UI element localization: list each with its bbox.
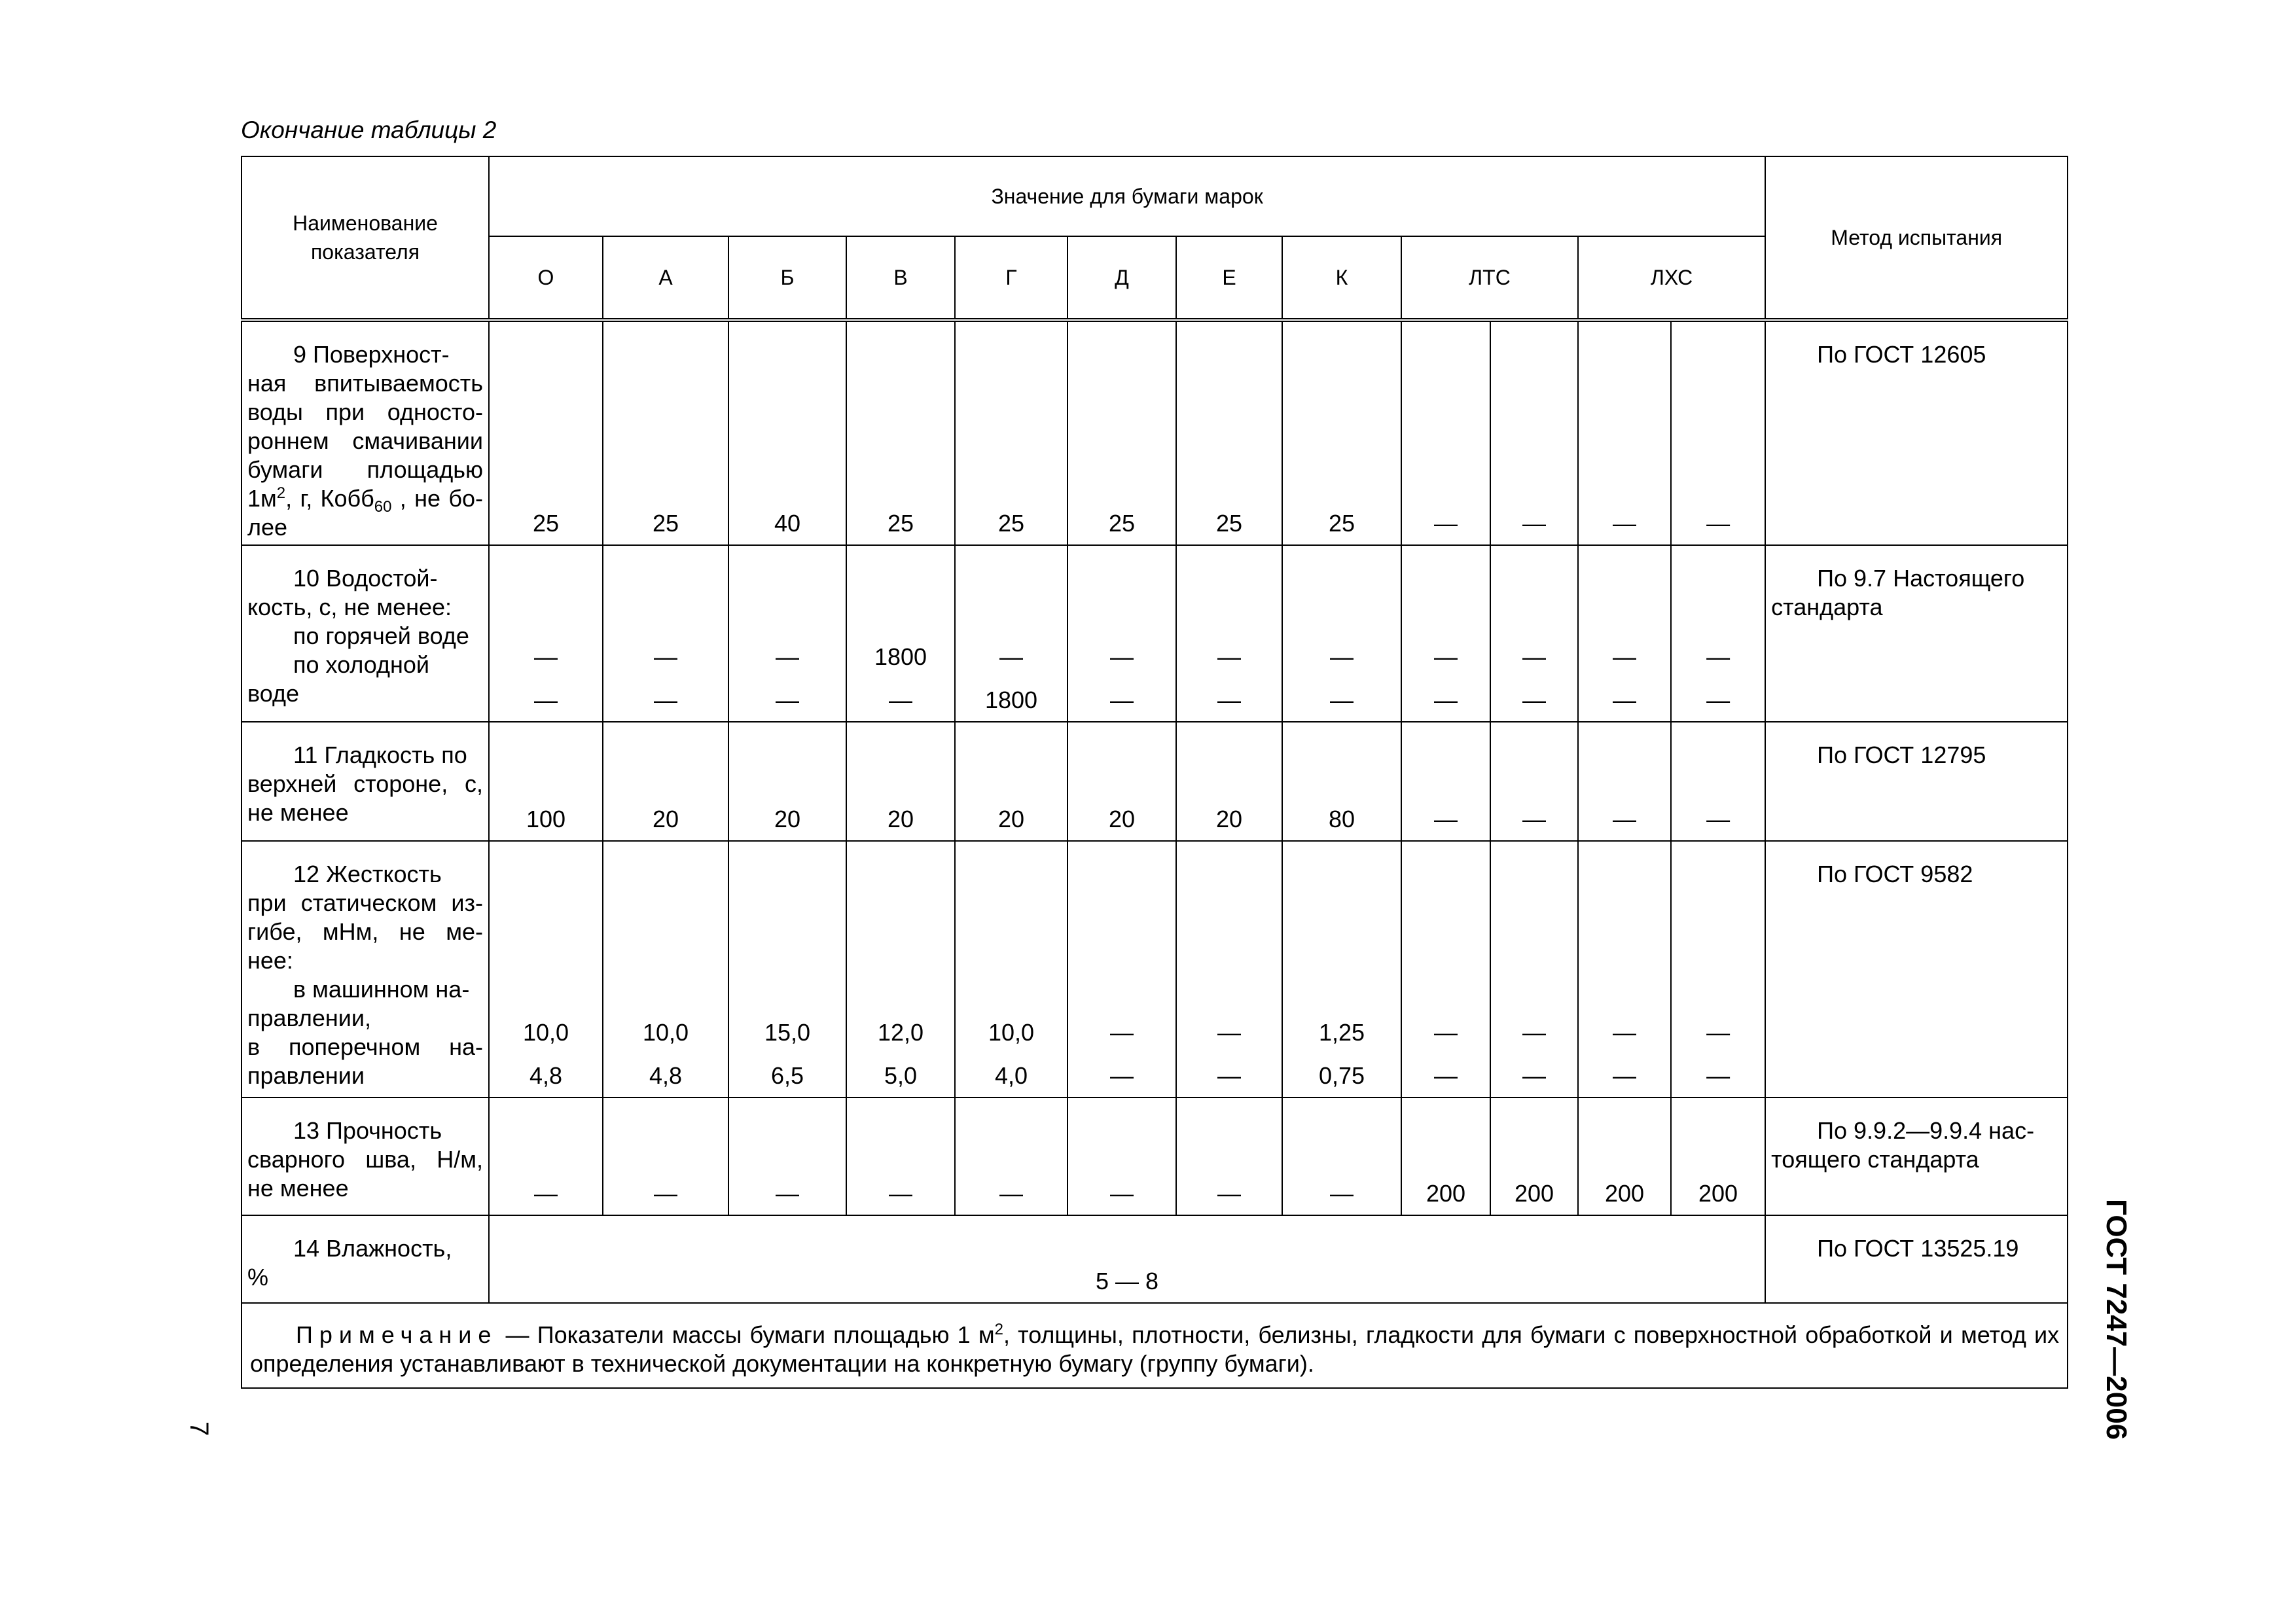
value-cell: — — bbox=[1671, 841, 1765, 1097]
value-cell: — bbox=[728, 1097, 846, 1215]
value-cell-merged: 5 — 8 bbox=[489, 1215, 1765, 1303]
value-cell: — — bbox=[603, 545, 728, 722]
value-cell: 200 bbox=[1578, 1097, 1671, 1215]
value-cell: 12,0 5,0 bbox=[846, 841, 955, 1097]
grade-header: Г bbox=[955, 236, 1067, 320]
value-cell: 20 bbox=[728, 722, 846, 841]
value-cell: — bbox=[1490, 722, 1578, 841]
method-cell: По 9.7 Настоящего стандарта bbox=[1765, 545, 2068, 722]
row-name: 11 Гладкость по верхней стороне, с, не менее bbox=[242, 722, 489, 841]
value-cell: — bbox=[1578, 722, 1671, 841]
value-cell: 25 bbox=[1067, 320, 1176, 545]
value-cell: — — bbox=[1067, 841, 1176, 1097]
value-cell: 1,25 0,75 bbox=[1282, 841, 1401, 1097]
grade-header: Д bbox=[1067, 236, 1176, 320]
value-cell: — — bbox=[1176, 545, 1282, 722]
value-cell: 40 bbox=[728, 320, 846, 545]
table-row bbox=[242, 320, 2068, 545]
value-cell: — bbox=[1401, 320, 1490, 545]
value-cell: 1800 — bbox=[846, 545, 955, 722]
grade-header: ЛТС bbox=[1401, 236, 1578, 320]
value-cell: — — bbox=[1401, 841, 1490, 1097]
value-cell: 200 bbox=[1671, 1097, 1765, 1215]
value-cell: — — bbox=[1401, 545, 1490, 722]
note-label: Примечание bbox=[296, 1321, 498, 1348]
row-name: 13 Прочность сварного шва, Н/м, не менее bbox=[242, 1097, 489, 1215]
value-cell: — bbox=[1401, 722, 1490, 841]
value-cell: — bbox=[1067, 1097, 1176, 1215]
value-cell: 10,0 4,8 bbox=[489, 841, 603, 1097]
header-name-col: Наименование показателя bbox=[242, 156, 489, 320]
value-cell: 20 bbox=[846, 722, 955, 841]
value-cell: 10,0 4,0 bbox=[955, 841, 1067, 1097]
row-name: 14 Влажность, % bbox=[242, 1215, 489, 1303]
value-cell: — — bbox=[1578, 841, 1671, 1097]
value-cell: 25 bbox=[489, 320, 603, 545]
row-name: 10 Водостой- кость, с, не менее: по горячей воде по холодной воде bbox=[242, 545, 489, 722]
value-cell: — bbox=[1671, 320, 1765, 545]
value-cell: — — bbox=[1578, 545, 1671, 722]
value-cell: — — bbox=[728, 545, 846, 722]
value-cell: 200 bbox=[1490, 1097, 1578, 1215]
table-note: Примечание — Показатели массы бумаги площадью 1 $м^2$, толщины, плотности, белизны, гладкости для бумаги с поверхностной обработкой и метод их определения устанавливают в технической документации на конкретную бумагу (группу бумаги). bbox=[242, 1303, 2068, 1388]
page-number: 7 bbox=[185, 1421, 213, 1436]
value-cell: — bbox=[603, 1097, 728, 1215]
value-cell: 25 bbox=[603, 320, 728, 545]
value-cell: — bbox=[1282, 1097, 1401, 1215]
grade-header: К bbox=[1282, 236, 1401, 320]
value-cell: 25 bbox=[846, 320, 955, 545]
value-cell: 20 bbox=[1067, 722, 1176, 841]
value-cell: 20 bbox=[1176, 722, 1282, 841]
value-cell: — — bbox=[1490, 841, 1578, 1097]
value-cell: 25 bbox=[1176, 320, 1282, 545]
table-row bbox=[242, 1215, 2068, 1303]
value-cell: — 1800 bbox=[955, 545, 1067, 722]
grade-header: Б bbox=[728, 236, 846, 320]
value-cell: — bbox=[1176, 1097, 1282, 1215]
value-cell: 25 bbox=[1282, 320, 1401, 545]
value-cell: — — bbox=[1067, 545, 1176, 722]
value-cell: — bbox=[489, 1097, 603, 1215]
table-row bbox=[242, 722, 2068, 841]
grade-header: ЛХС bbox=[1578, 236, 1765, 320]
value-cell: 100 bbox=[489, 722, 603, 841]
standard-side-label: ГОСТ 7247—2006 bbox=[2100, 1199, 2132, 1440]
header-method-col: Метод испытания bbox=[1765, 156, 2068, 320]
value-cell: — — bbox=[1490, 545, 1578, 722]
table-caption: Окончание таблицы 2 bbox=[241, 116, 497, 143]
value-cell: 25 bbox=[955, 320, 1067, 545]
value-cell: — bbox=[1578, 320, 1671, 545]
value-cell: 80 bbox=[1282, 722, 1401, 841]
note-row bbox=[242, 1303, 2068, 1388]
value-cell: 20 bbox=[603, 722, 728, 841]
method-cell: По ГОСТ 12605 bbox=[1765, 320, 2068, 545]
value-cell: — — bbox=[1282, 545, 1401, 722]
value-cell: — — bbox=[1671, 545, 1765, 722]
table-row bbox=[242, 545, 2068, 722]
properties-table bbox=[241, 156, 2068, 1389]
value-cell: — bbox=[955, 1097, 1067, 1215]
grade-header: Е bbox=[1176, 236, 1282, 320]
table-row bbox=[242, 841, 2068, 1097]
grade-header: А bbox=[603, 236, 728, 320]
method-cell: По 9.9.2—9.9.4 нас- тоящего стандарта bbox=[1765, 1097, 2068, 1215]
header-values-group: Значение для бумаги марок bbox=[489, 156, 1765, 236]
value-cell: — — bbox=[1176, 841, 1282, 1097]
grade-header: В bbox=[846, 236, 955, 320]
table-row bbox=[242, 1097, 2068, 1215]
value-cell: 10,0 4,8 bbox=[603, 841, 728, 1097]
value-cell: — bbox=[1671, 722, 1765, 841]
value-cell: — bbox=[1490, 320, 1578, 545]
value-cell: — — bbox=[489, 545, 603, 722]
value-cell: 200 bbox=[1401, 1097, 1490, 1215]
method-cell: По ГОСТ 9582 bbox=[1765, 841, 2068, 1097]
method-cell: По ГОСТ 12795 bbox=[1765, 722, 2068, 841]
grade-header: О bbox=[489, 236, 603, 320]
header-row-1 bbox=[242, 156, 2068, 236]
value-cell: — bbox=[846, 1097, 955, 1215]
value-cell: 15,0 6,5 bbox=[728, 841, 846, 1097]
row-name: 9 Поверхност- ная впитываемость воды при односто-роннем смачивании бумаги площадью $1м^2$, г, Кобб$_{60}$ , не бо-лее bbox=[242, 320, 489, 545]
method-cell: По ГОСТ 13525.19 bbox=[1765, 1215, 2068, 1303]
value-cell: 20 bbox=[955, 722, 1067, 841]
row-name: 12 Жесткость при статическом из-гибе, мНм, не ме-нее: в машинном на- правлении, в поперечном на-правлении bbox=[242, 841, 489, 1097]
